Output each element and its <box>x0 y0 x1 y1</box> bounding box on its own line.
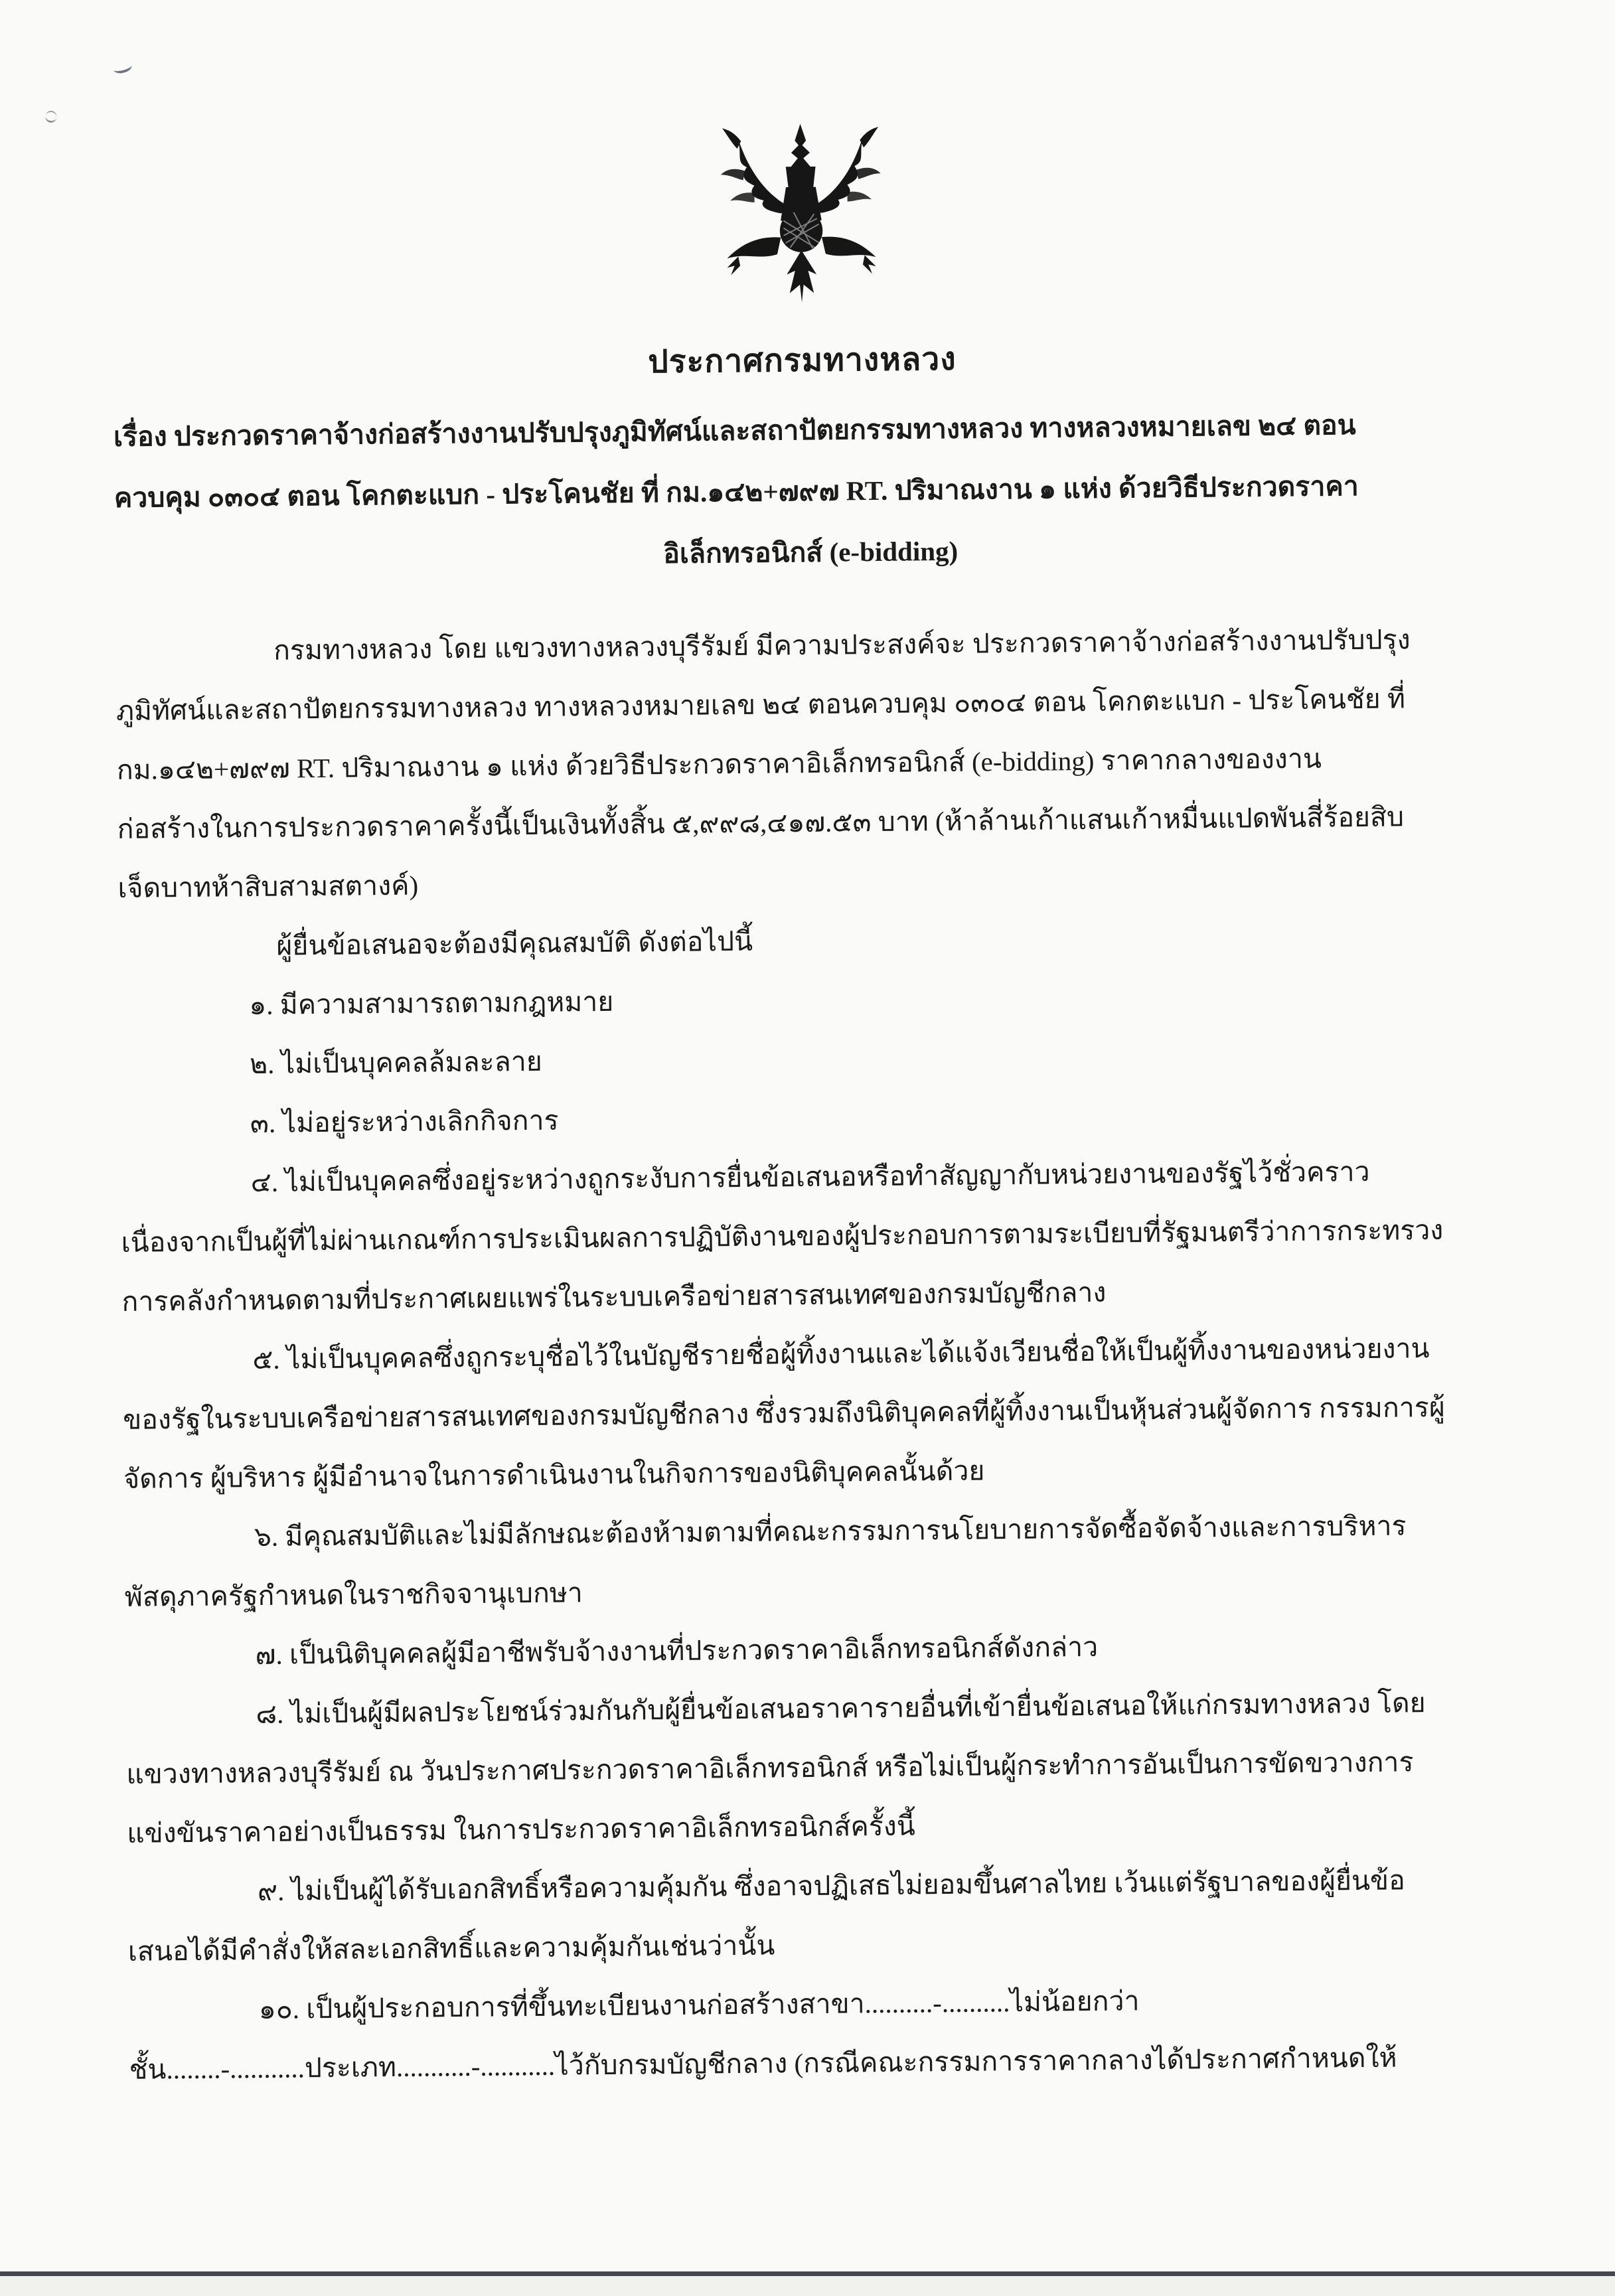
text-line: เสนอได้มีคำสั่งให้สละเอกสิทธิ์และความคุ้มกันเช่นว่านั้น <box>127 1930 775 1967</box>
text-line: ๔. ไม่เป็นบุคคลซึ่งอยู่ระหว่างถูกระงับการยื่นข้อเสนอหรือทำสัญญากับหน่วยงานของรัฐไว้ชั่วคราว <box>250 1156 1370 1198</box>
text-line: ภูมิทัศน์และสถาปัตยกรรมทางหลวง ทางหลวงหมายเลข ๒๔ ตอนควบคุม ๐๓๐๔ ตอน โคกตะแบก - ประโคนชัย ที่ <box>115 683 1406 726</box>
scanner-background <box>0 2276 1615 2296</box>
text-line: แขวงทางหลวงบุรีรัมย์ ณ วันประกาศประกวดราคาอิเล็กทรอนิกส์ หรือไม่เป็นผู้กระทำการอันเป็นการขัดขวางการ <box>126 1746 1414 1790</box>
text-line: ควบคุม ๐๓๐๔ ตอน โคกตะแบก - ประโคนชัย ที่ กม.๑๔๒+๗๙๗ RT. ปริมาณงาน ๑ แห่ง ด้วยวิธีประกวดราคา <box>114 471 1359 513</box>
garuda-emblem-icon <box>688 110 913 343</box>
text-line: ๘. ไม่เป็นผู้มีผลประโยชน์ร่วมกันกับผู้ยื่นข้อเสนอราคารายอื่นที่เข้ายื่นข้อเสนอให้แก่กรมทางหลวง โดย <box>256 1687 1426 1730</box>
text-line: ๕. ไม่เป็นบุคคลซึ่งถูกระบุชื่อไว้ในบัญชีรายชื่อผู้ทิ้งงานและได้แจ้งเวียนชื่อให้เป็นผู้ทิ้งงานของหน่วยงาน <box>252 1333 1430 1375</box>
text-line: อิเล็กทรอนิกส์ (e-bidding) <box>662 535 959 570</box>
text-line: ๙. ไม่เป็นผู้ได้รับเอกสิทธิ์หรือความคุ้มกัน ซึ่งอาจปฏิเสธไม่ยอมขึ้นศาลไทย เว้นแต่รัฐบาลของผู้ยื่นข้อ <box>257 1865 1405 1907</box>
subject-lines <box>114 393 1507 589</box>
text-line: ๗. เป็นนิติบุคคลผู้มีอาชีพรับจ้างงานที่ประกวดราคาอิเล็กทรอนิกส์ดังกล่าว <box>255 1631 1099 1671</box>
text-line: การคลังกำหนดตามที่ประกาศเผยแพร่ในระบบเครือข่ายสารสนเทศของกรมบัญชีกลาง <box>121 1276 1107 1317</box>
text-line: ๑๐. เป็นผู้ประกอบการที่ขึ้นทะเบียนงานก่อสร้างสาขา..........-..........ไม่น้อยกว่า <box>258 1985 1140 2025</box>
text-line: เนื่องจากเป็นผู้ที่ไม่ผ่านเกณฑ์การประเมินผลการปฏิบัติงานของผู้ประกอบการตามระเบียบที่รัฐมนตรีว่าการกระทรวง <box>121 1214 1444 1258</box>
text-line: เรื่อง ประกวดราคาจ้างก่อสร้างงานปรับปรุงภูมิทัศน์และสถาปัตยกรรมทางหลวง ทางหลวงหมายเลข ๒๔ ตอน <box>113 410 1356 453</box>
text-line: กรมทางหลวง โดย แขวงทางหลวงบุรีรัมย์ มีความประสงค์จะ ประกวดราคาจ้างก่อสร้างงานปรับปรุง <box>273 624 1411 666</box>
text-line: ๖. มีคุณสมบัติและไม่มีลักษณะต้องห้ามตามที่คณะกรรมการนโยบายการจัดซื้อจัดจ้างและการบริหาร <box>254 1510 1407 1553</box>
text-line: แข่งขันราคาอย่างเป็นธรรม ในการประกวดราคาอิเล็กทรอนิกส์ครั้งนี้ <box>126 1810 916 1849</box>
text-line: ของรัฐในระบบเครือข่ายสารสนเทศของกรมบัญชีกลาง ซึ่งรวมถึงนิติบุคคลที่ผู้ทิ้งงานเป็นหุ้นส่วนผู้จัดการ กรรมการผู้ <box>122 1391 1446 1435</box>
text-line: ชั้น........-...........ประเภท...........-...........ไว้กับกรมบัญชีกลาง (กรณีคณะกรรมการราคากลางได้ประกาศกำหนดให้ <box>129 2042 1397 2085</box>
document-body-lines <box>115 609 1521 2100</box>
text-line: ผู้ยื่นข้อเสนอจะต้องมีคุณสมบัติ ดังต่อไปนี้ <box>276 925 753 961</box>
document-title: ประกาศกรมทางหลวง <box>647 341 957 380</box>
text-line: เจ็ดบาทห้าสิบสามสตางค์) <box>117 870 419 903</box>
text-line: กม.๑๔๒+๗๙๗ RT. ปริมาณงาน ๑ แห่ง ด้วยวิธีประกวดราคาอิเล็กทรอนิกส์ (e-bidding) ราคากลางของงาน <box>116 743 1322 785</box>
text-line: ๑. มีความสามารถตามกฎหมาย <box>248 986 614 1021</box>
scanner-edge-line <box>0 2271 1615 2276</box>
text-line: ๒. ไม่เป็นบุคคลล้มละลาย <box>249 1045 542 1080</box>
text-line: จัดการ ผู้บริหาร ผู้มีอำนาจในการดำเนินงานในกิจการของนิติบุคคลนั้นด้วย <box>123 1455 985 1494</box>
text-line: ๓. ไม่อยู่ระหว่างเลิกกิจการ <box>250 1105 559 1139</box>
text-line: พัสดุภาครัฐกำหนดในราชกิจจานุเบกษา <box>124 1577 583 1612</box>
text-line: ก่อสร้างในการประกวดราคาครั้งนี้เป็นเงินทั้งสิ้น ๕,๙๙๘,๔๑๗.๕๓ บาท (ห้าล้านเก้าแสนเก้าหมื่นแปดพันสี่ร้อยสิบ <box>117 801 1405 844</box>
pen-mark-artifact <box>44 110 57 123</box>
pen-mark-artifact <box>112 60 133 76</box>
